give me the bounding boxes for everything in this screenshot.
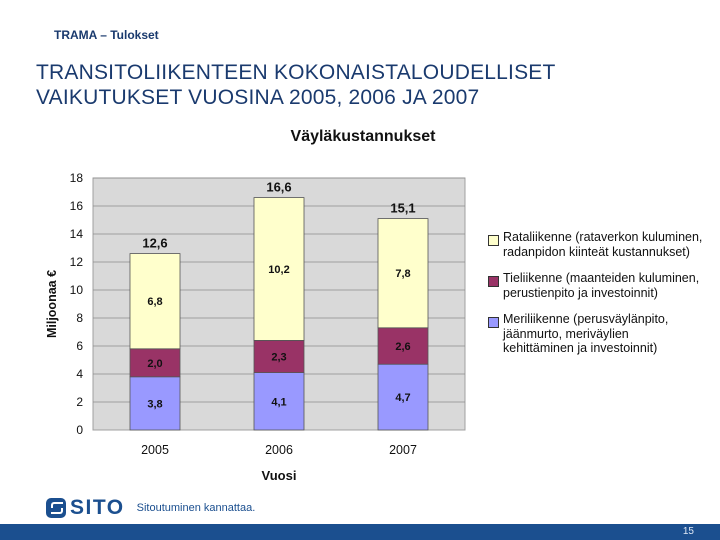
- slide-title: TRANSITOLIIKENTEEN KOKONAISTALOUDELLISET VAIKUTUKSET VUOSINA 2005, 2006 JA 2007: [36, 61, 556, 109]
- x-tick-label: 2007: [389, 443, 417, 457]
- bar-total-label: 16,6: [266, 179, 292, 195]
- segment-value-label: 10,2: [268, 264, 290, 276]
- logo-slogan: Sitoutuminen kannattaa.: [136, 502, 256, 514]
- chart-legend: [488, 230, 703, 368]
- x-tick-label: 2006: [265, 443, 293, 457]
- bar-total-label: 15,1: [390, 200, 416, 216]
- y-tick-label: 14: [69, 227, 83, 241]
- legend-swatch-sea: [488, 317, 499, 328]
- y-tick-label: 6: [76, 339, 83, 353]
- segment-value-label: 2,6: [395, 341, 411, 353]
- logo-wordmark: SITO: [70, 496, 125, 519]
- segment-value-label: 7,8: [395, 268, 411, 281]
- y-tick-label: 12: [69, 255, 83, 269]
- segment-value-label: 4,1: [271, 396, 287, 409]
- y-tick-label: 8: [76, 311, 83, 325]
- footer-bar: [0, 524, 720, 540]
- legend-item-rail: [488, 230, 703, 259]
- x-tick-label: 2005: [141, 443, 169, 457]
- y-tick-label: 10: [69, 283, 83, 297]
- segment-value-label: 2,0: [147, 357, 163, 370]
- bar-total-label: 12,6: [142, 235, 168, 251]
- segment-value-label: 2,3: [271, 351, 287, 364]
- legend-label-sea: Meriliikenne (perusväylänpito, jäänmurto, meriväylien kehittäminen ja investoinnit): [503, 312, 669, 355]
- x-axis-label: Vuosi: [261, 468, 297, 483]
- y-tick-label: 18: [69, 171, 83, 185]
- legend-item-sea: [488, 312, 703, 356]
- sito-logo-icon: [46, 498, 66, 518]
- sito-logo: [46, 496, 255, 520]
- legend-swatch-rail: [488, 235, 499, 246]
- y-tick-label: 2: [76, 395, 83, 409]
- page-number: 15: [682, 526, 694, 537]
- y-tick-label: 16: [69, 199, 83, 213]
- segment-value-label: 4,7: [395, 392, 411, 405]
- y-tick-label: 4: [76, 367, 83, 381]
- y-axis-label: Miljoonaa €: [45, 269, 59, 339]
- legend-label-rail: Rataliikenne (rataverkon kuluminen, radanpidon kiinteät kustannukset): [503, 230, 703, 259]
- segment-value-label: 6,8: [147, 296, 163, 309]
- legend-item-road: [488, 271, 703, 300]
- legend-label-road: Tieliikenne (maanteiden kuluminen, perustienpito ja investoinnit): [503, 271, 700, 300]
- segment-value-label: 3,8: [147, 398, 163, 411]
- header-label: TRAMA – Tulokset: [54, 28, 159, 42]
- y-tick-label: 0: [76, 423, 83, 437]
- chart-title: Väyläkustannukset: [290, 128, 436, 145]
- legend-swatch-road: [488, 276, 499, 287]
